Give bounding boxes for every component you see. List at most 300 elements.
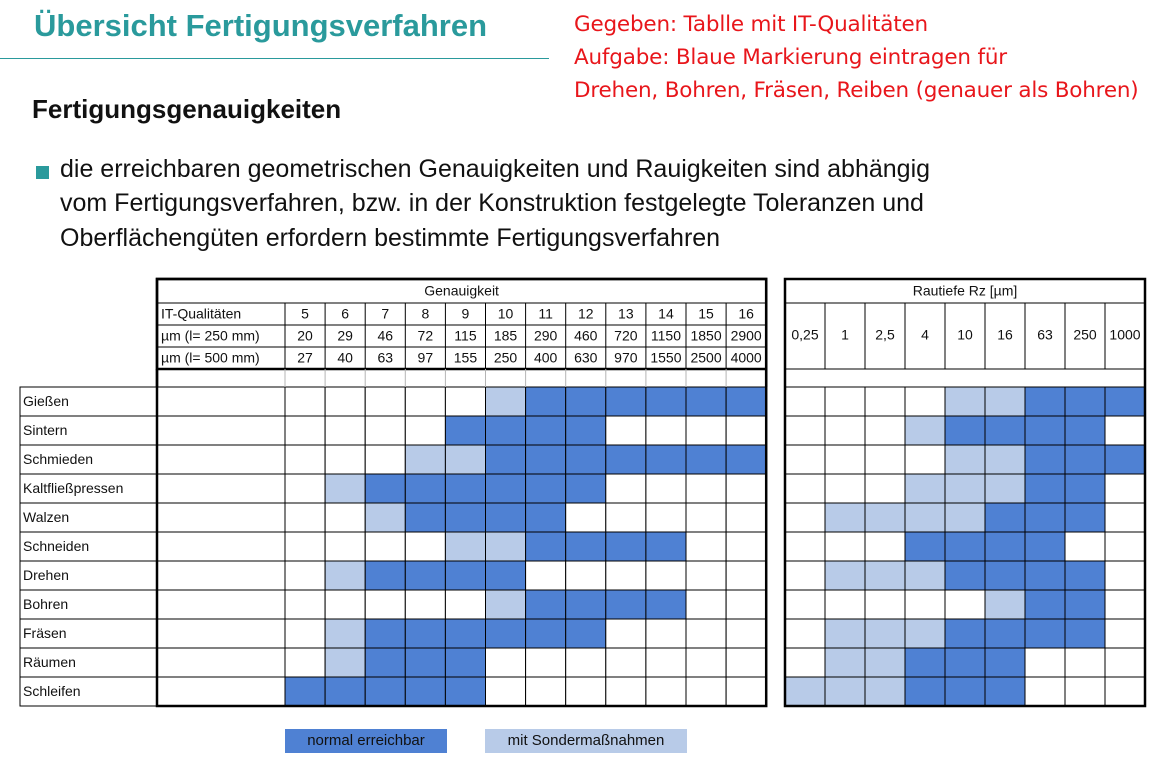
it-cell [526,648,566,677]
it-cell [646,445,686,474]
it-cell [285,387,325,416]
um-250-label: 115 [454,327,477,344]
rz-cell [985,532,1025,561]
rz-cell [825,445,865,474]
rz-cell [825,416,865,445]
it-cell [726,648,766,677]
rz-cell [825,532,865,561]
rz-cell [985,387,1025,416]
it-cell [325,619,365,648]
it-cell [526,503,566,532]
spacer-cell [157,619,285,648]
section-subtitle: Fertigungsgenauigkeiten [32,94,342,124]
process-label: Fräsen [23,625,67,642]
it-cell [646,474,686,503]
rz-cell [1025,387,1065,416]
um-250-label: 1850 [690,327,722,344]
rz-cell [825,474,865,503]
rz-cell [1105,416,1145,445]
it-cell [526,590,566,619]
rz-cell [825,648,865,677]
process-label: Kaltfließpressen [23,480,124,497]
it-cell [486,416,526,445]
it-cell [365,387,405,416]
it-cell [526,445,566,474]
it-cell [325,387,365,416]
it-cell [646,619,686,648]
rz-cell [1065,590,1105,619]
it-cell [686,590,726,619]
rz-cell [1105,619,1145,648]
it-cell [606,677,646,706]
it-cell [606,387,646,416]
it-cell [566,474,606,503]
it-cell [325,561,365,590]
it-cell [566,561,606,590]
it-cell [285,590,325,619]
it-grade-label: 16 [738,305,754,322]
rz-cell [945,619,985,648]
it-cell [486,387,526,416]
rz-cell [825,677,865,706]
it-cell [365,590,405,619]
it-cell [365,416,405,445]
rz-value-label: 0,25 [791,326,819,343]
it-cell [365,503,405,532]
rz-cell [1025,503,1065,532]
rz-cell [825,619,865,648]
rz-cell [1105,561,1145,590]
it-cell [646,590,686,619]
it-cell [445,532,485,561]
it-cell [445,648,485,677]
it-cell [445,387,485,416]
process-label: Sintern [23,422,68,439]
rz-cell [1025,561,1065,590]
process-label: Schmieden [23,451,94,468]
rz-cell [1105,677,1145,706]
it-cell [285,532,325,561]
um-250-label: 46 [377,327,394,344]
rz-cell [985,619,1025,648]
it-cell [526,532,566,561]
it-cell [646,503,686,532]
rz-cell [945,532,985,561]
rz-value-label: 16 [997,326,1013,343]
it-cell [325,474,365,503]
um-250-label: 460 [574,327,598,344]
rz-cell [785,474,825,503]
it-cell [365,619,405,648]
it-cell [646,416,686,445]
it-cell [726,503,766,532]
bullet-text-line-3: Oberflächengüten erfordern bestimmte Fertigungsverfahren [60,224,721,252]
rz-cell [945,503,985,532]
bullet-text-line-2: vom Fertigungsverfahren, bzw. in der Konstruktion festgelegte Toleranzen und [60,189,924,217]
it-cell [486,677,526,706]
it-cell [566,416,606,445]
spacer-cell [157,474,285,503]
it-grade-label: 7 [381,305,390,322]
rz-cell [1065,387,1105,416]
task-note-line-1: Gegeben: Tablle mit IT-Qualitäten [574,12,928,37]
it-cell [325,445,365,474]
spacer-cell [157,532,285,561]
rz-cell [785,619,825,648]
rz-cell [1105,445,1145,474]
rz-cell [825,387,865,416]
it-grade-label: 15 [698,305,714,322]
rz-cell [1105,648,1145,677]
rz-cell [985,416,1025,445]
spacer-cell [157,677,285,706]
rz-cell [1065,416,1105,445]
task-note-line-3: Drehen, Bohren, Fräsen, Reiben (genauer als Bohren) [574,78,1139,103]
um-500-label: 4000 [730,349,762,366]
it-cell [686,561,726,590]
it-cell [285,474,325,503]
it-cell [405,677,445,706]
it-cell [325,648,365,677]
it-cell [486,619,526,648]
rz-cell [1065,474,1105,503]
it-cell [285,416,325,445]
it-cell [405,561,445,590]
it-cell [445,474,485,503]
rz-cell [905,416,945,445]
it-cell [686,619,726,648]
rz-cell [865,619,905,648]
it-cell [445,445,485,474]
rz-cell [985,474,1025,503]
rz-cell [1105,474,1145,503]
rz-cell [945,416,985,445]
it-cell [486,590,526,619]
rz-cell [785,561,825,590]
it-cell [526,561,566,590]
it-grade-label: 6 [341,305,350,322]
it-cell [606,503,646,532]
rz-cell [985,561,1025,590]
rz-cell [905,561,945,590]
it-cell [726,474,766,503]
rz-cell [865,387,905,416]
it-cell [566,677,606,706]
rz-cell [785,532,825,561]
rz-cell [1065,561,1105,590]
it-cell [285,619,325,648]
it-cell [285,445,325,474]
it-cell [445,416,485,445]
rz-cell [945,387,985,416]
rz-cell [945,590,985,619]
rz-cell [865,590,905,619]
rz-cell [865,677,905,706]
rz-cell [785,416,825,445]
rz-value-label: 250 [1073,326,1097,343]
um-500-label: 63 [377,349,394,366]
rz-cell [1025,677,1065,706]
um-500-label: 2500 [690,349,722,366]
process-label: Räumen [23,654,76,671]
it-cell [606,619,646,648]
it-cell [486,532,526,561]
rz-cell [945,561,985,590]
it-cell [526,677,566,706]
it-cell [405,474,445,503]
legend-normal: normal erreichbar [285,729,447,753]
it-cell [686,416,726,445]
process-label: Bohren [23,596,69,613]
it-cell [606,648,646,677]
it-grade-label: 11 [538,305,553,322]
rz-cell [1025,590,1065,619]
it-cell [526,474,566,503]
spacer-cell [157,648,285,677]
it-cell [566,619,606,648]
rz-cell [905,619,945,648]
it-cell [405,503,445,532]
it-cell [606,445,646,474]
rz-cell [1105,503,1145,532]
rz-cell [985,677,1025,706]
it-cell [686,474,726,503]
rz-cell [825,590,865,619]
rz-cell [1105,532,1145,561]
rz-cell [1025,532,1065,561]
it-cell [646,648,686,677]
it-cell [405,619,445,648]
it-cell [325,590,365,619]
it-cell [325,503,365,532]
rz-cell [1025,474,1065,503]
rz-cell [1025,445,1065,474]
it-grade-label: 5 [301,305,309,322]
rz-cell [785,445,825,474]
it-cell [566,590,606,619]
um-500-label: 970 [614,349,638,366]
rz-cell [1065,677,1105,706]
rz-cell [945,445,985,474]
it-cell [526,416,566,445]
rz-value-label: 10 [957,326,973,343]
um-500-label: 630 [574,349,598,366]
um-250-label: 720 [614,327,638,344]
it-cell [526,387,566,416]
process-label: Walzen [23,509,70,526]
um-250-label: 1150 [650,327,682,344]
process-label: Gießen [23,393,69,410]
it-cell [445,677,485,706]
accuracy-row-label: µm (l= 500 mm) [161,349,260,366]
it-cell [445,590,485,619]
it-cell [686,532,726,561]
rz-cell [1105,590,1145,619]
um-500-label: 250 [493,349,518,366]
it-cell [726,445,766,474]
it-cell [526,619,566,648]
roughness-header: Rautiefe Rz [µm] [912,282,1018,299]
rz-cell [905,387,945,416]
it-cell [325,677,365,706]
rz-cell [945,648,985,677]
rz-value-label: 1000 [1109,326,1141,343]
um-250-label: 29 [337,327,353,344]
it-cell [686,387,726,416]
it-cell [686,503,726,532]
it-cell [325,416,365,445]
it-cell [606,590,646,619]
it-cell [405,590,445,619]
process-label: Drehen [23,567,69,584]
rz-cell [865,561,905,590]
bullet-text-line-1: die erreichbaren geometrischen Genauigkeiten und Rauigkeiten sind abhängig [60,155,931,183]
rz-value-label: 63 [1037,326,1053,343]
it-cell [486,503,526,532]
rz-cell [905,648,945,677]
spacer-cell [157,387,285,416]
it-cell [325,532,365,561]
um-500-label: 97 [417,349,434,366]
it-cell [606,474,646,503]
it-cell [405,416,445,445]
it-cell [486,445,526,474]
um-250-label: 20 [297,327,313,344]
spacer-cell [157,561,285,590]
rz-value-label: 4 [921,326,929,343]
it-cell [606,561,646,590]
it-cell [606,416,646,445]
rz-cell [905,532,945,561]
it-cell [726,532,766,561]
it-cell [486,474,526,503]
um-250-label: 185 [493,327,518,344]
it-cell [646,561,686,590]
it-cell [646,677,686,706]
it-grade-label: 12 [577,305,594,322]
rz-cell [1065,532,1105,561]
um-500-label: 1550 [650,349,682,366]
um-250-label: 2900 [730,327,762,344]
rz-cell [865,445,905,474]
rz-cell [945,677,985,706]
it-cell [686,677,726,706]
it-cell [365,445,405,474]
it-cell [726,590,766,619]
rz-cell [1065,648,1105,677]
process-label: Schleifen [23,683,81,700]
spacer-cell [157,445,285,474]
rz-cell [865,416,905,445]
rz-cell [1065,445,1105,474]
um-250-label: 72 [417,327,434,344]
it-grade-label: 8 [421,305,430,322]
legend-special: mit Sondermaßnahmen [485,729,687,753]
rz-value-label: 1 [841,326,849,343]
accuracy-row-label: µm (l= 250 mm) [161,327,260,344]
it-cell [566,445,606,474]
it-cell [686,445,726,474]
rz-cell [1025,619,1065,648]
rz-cell [945,474,985,503]
it-grade-label: 10 [497,305,514,322]
rz-cell [865,503,905,532]
it-cell [486,648,526,677]
task-note-line-2: Aufgabe: Blaue Markierung eintragen für [574,45,1007,70]
rz-cell [1105,387,1145,416]
rz-cell [905,503,945,532]
it-cell [365,648,405,677]
accuracy-header: Genauigkeit [424,282,499,299]
it-cell [285,648,325,677]
it-cell [486,561,526,590]
it-cell [646,532,686,561]
it-cell [726,561,766,590]
rz-cell [1065,619,1105,648]
it-cell [405,648,445,677]
rz-cell [785,677,825,706]
rz-cell [785,590,825,619]
rz-cell [985,445,1025,474]
rz-value-label: 2,5 [875,326,895,343]
rz-cell [905,474,945,503]
it-grade-label: 9 [461,305,470,322]
rz-cell [905,590,945,619]
rz-cell [865,648,905,677]
it-cell [445,561,485,590]
it-cell [566,503,606,532]
rz-cell [865,474,905,503]
rz-cell [865,532,905,561]
it-cell [686,648,726,677]
it-cell [445,619,485,648]
rz-cell [785,503,825,532]
it-cell [566,387,606,416]
rz-cell [1025,648,1065,677]
rz-cell [905,677,945,706]
it-cell [566,648,606,677]
um-500-label: 400 [533,349,558,366]
it-cell [646,387,686,416]
it-cell [285,561,325,590]
um-500-label: 40 [337,349,353,366]
um-500-label: 155 [453,349,478,366]
rz-cell [905,445,945,474]
spacer-cell [157,590,285,619]
rz-cell [985,648,1025,677]
it-cell [566,532,606,561]
rz-cell [985,590,1025,619]
it-cell [365,677,405,706]
rz-cell [825,503,865,532]
it-grade-label: 13 [618,305,634,322]
it-cell [726,619,766,648]
it-cell [365,561,405,590]
process-label: Schneiden [23,538,90,555]
it-cell [405,387,445,416]
it-cell [365,474,405,503]
it-cell [285,503,325,532]
slide-title: Übersicht Fertigungsverfahren [34,8,488,43]
spacer-cell [157,416,285,445]
rz-cell [785,648,825,677]
um-500-label: 27 [297,349,313,366]
rz-cell [825,561,865,590]
it-cell [726,677,766,706]
um-250-label: 290 [533,327,558,344]
it-cell [445,503,485,532]
it-cell [405,445,445,474]
